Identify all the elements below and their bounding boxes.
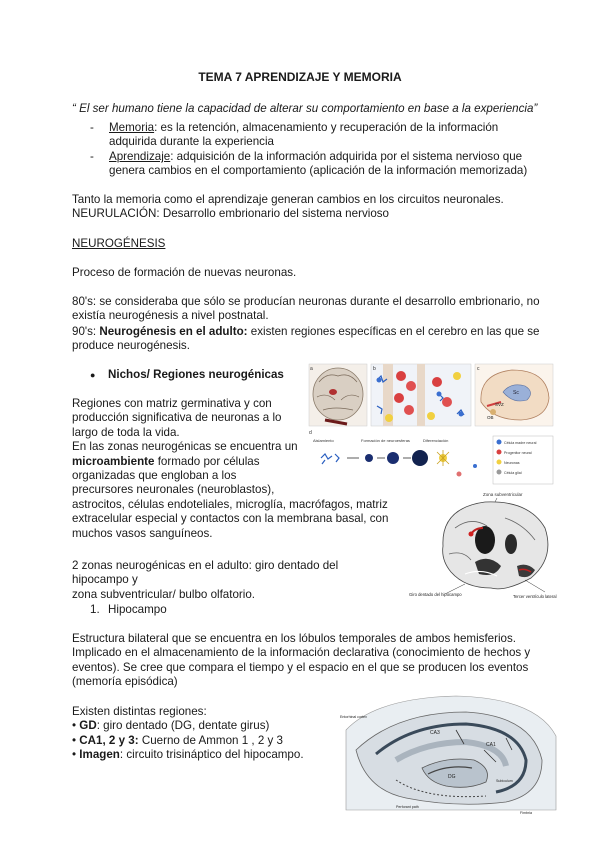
region-label: Imagen <box>79 748 120 762</box>
brain-sagittal-panel <box>475 364 553 426</box>
coronal-brain-figure <box>405 488 585 606</box>
definition-aprendizaje <box>109 150 549 179</box>
region-label: CA1, 2 y 3: <box>79 733 139 747</box>
bullet: • <box>72 748 77 762</box>
legend-entry: Célula glial <box>504 471 522 475</box>
figure-label-right: Tercer ventrículo lateral <box>513 594 557 599</box>
definition-text: : adquisición de la información adquirida por el sistema nervioso que <box>170 150 523 163</box>
page-title: TEMA 7 APRENDIZAJE Y MEMORIA <box>198 70 402 84</box>
paragraph-80s <box>72 295 552 324</box>
niche-cells-panel <box>371 364 471 426</box>
intro-line: NEURULACIÓN: Desarrollo embrionario del sistema nervioso <box>72 207 390 221</box>
region-label: DG <box>448 774 456 780</box>
panel-label: d <box>309 430 312 436</box>
text-line: existía neurogénesis a nivel postnatal. <box>72 309 269 323</box>
row-label: Aislamiento <box>313 438 334 443</box>
legend-entry: Progenitor neural <box>504 451 532 455</box>
bullet: • <box>72 733 77 747</box>
region-label: Entorhinal cortex <box>340 715 367 719</box>
region-label: GD <box>79 719 97 733</box>
term-memoria: Memoria <box>109 121 155 134</box>
bullet-dot: ● <box>90 370 96 380</box>
niches-heading: Nichos/ Regiones neurogénicas <box>108 368 284 381</box>
regions-list <box>72 705 332 763</box>
definition-text: : es la retención, almacenamiento y recuperación de la información <box>154 121 499 134</box>
zones-paragraph <box>72 559 392 602</box>
text-line: extracelular especial y contactos con la membrana basal, con <box>72 512 389 526</box>
regions-intro: Existen distintas regiones: <box>72 705 207 718</box>
bullet: • <box>72 719 77 733</box>
niches-paragraph <box>72 397 312 498</box>
text-line: producción significativa de neuronas a lo <box>72 411 282 425</box>
figure-label-left: Giro dentado del hipocampo <box>409 592 462 597</box>
text-line: astrocitos, células endoteliales, microglía, macrófagos, matriz <box>72 498 388 511</box>
text-line: 2 zonas neurogénicas en el adulto: giro dentado del hipocampo y <box>72 559 339 587</box>
brain-label: SVZ <box>495 402 504 407</box>
hippocampus-heading: Hipocampo <box>108 603 167 616</box>
text-line: Estructura bilateral que se encuentra en los lóbulos temporales de ambos hemisferios. <box>72 632 517 645</box>
row-label: Diferenciación <box>423 438 449 443</box>
text-line: zona subventricular/ bulbo olfatorio. <box>72 587 256 601</box>
text-line: 80's: se consideraba que sólo se producían neuronas durante el desarrollo embrionario, no <box>72 295 540 308</box>
hippocampus-paragraph <box>72 632 552 690</box>
list-number: 1. <box>90 603 100 616</box>
definition-memoria <box>109 121 539 150</box>
text-span: existen regiones específicas en el cerebro en las que se <box>247 325 540 338</box>
region-label: Subiculum <box>496 779 513 783</box>
hippocampus-circuit-figure <box>336 690 562 818</box>
figure-label-top: Zona subventricular <box>483 492 523 497</box>
definition-text-cont: adquirida durante la experiencia <box>109 135 275 149</box>
text-line: precursores neuronales (neuroblastos), <box>72 483 275 497</box>
brain-label: OB <box>487 415 494 420</box>
paragraph-90s <box>72 325 552 354</box>
text-line: (memoría episódica) <box>72 675 178 689</box>
definition-bullet: - <box>90 150 94 163</box>
intro-paragraph <box>72 193 552 222</box>
text-span: formado por células <box>154 454 260 468</box>
neurogenic-niches-figure <box>307 362 555 488</box>
section-heading-neurogenesis: NEUROGÉNESIS <box>72 237 166 250</box>
term-aprendizaje: Aprendizaje <box>109 150 171 163</box>
region-label: Perforant path <box>396 805 419 809</box>
epigraph-quote: “ El ser humano tiene la capacidad de alterar su comportamiento en base a la experiencia” <box>72 102 538 115</box>
intro-line: Tanto la memoria como el aprendizaje generan cambios en los circuitos neuronales. <box>72 193 504 206</box>
bold-text: Neurogénesis en el adulto: <box>99 325 248 338</box>
text-line: Regiones con matriz germinativa y con <box>72 397 272 410</box>
text-line: produce neurogénesis. <box>72 339 190 353</box>
brain-coronal-panel <box>309 364 367 426</box>
definition-bullet: - <box>90 121 94 134</box>
text-line: organizadas que engloban a los <box>72 469 237 483</box>
region-text: Cuerno de Ammon 1 , 2 y 3 <box>138 733 283 747</box>
text-line: En las zonas neurogénicas se encuentra un <box>72 440 298 454</box>
legend-entry: Neuronas <box>504 461 520 465</box>
niches-paragraph-cont <box>72 498 392 541</box>
panel-label: a <box>310 366 313 372</box>
panel-label: b <box>373 366 376 372</box>
region-label: CA3 <box>430 730 440 736</box>
text-line: muchos vasos sanguíneos. <box>72 526 213 540</box>
text-line: eventos). Se cree que compara el tiempo y el espacio en el que se producen los eventos <box>72 660 529 674</box>
paragraph: Proceso de formación de nuevas neuronas. <box>72 266 297 279</box>
definition-text-cont: genera cambios en el comportamiento (aplicación de la información memorizada) <box>109 164 528 178</box>
text-span: 90's: <box>72 325 100 338</box>
bold-text: microambiente <box>72 454 155 468</box>
legend-entry: Célula madre neural <box>504 441 537 445</box>
row-label: Formación de neuroesferas <box>361 438 410 443</box>
region-text: : circuito trisináptico del hipocampo. <box>119 748 304 762</box>
region-label: Fimbria <box>520 811 532 815</box>
panel-label: c <box>477 366 480 372</box>
region-text: : giro dentado (DG, dentate girus) <box>96 719 270 733</box>
text-line: Implicado en el almacenamiento de la información declarativa (conocimiento de hechos y <box>72 646 531 660</box>
region-label: CA1 <box>486 742 496 748</box>
text-line: largo de toda la vida. <box>72 425 180 439</box>
brain-label: Sc <box>513 390 519 396</box>
